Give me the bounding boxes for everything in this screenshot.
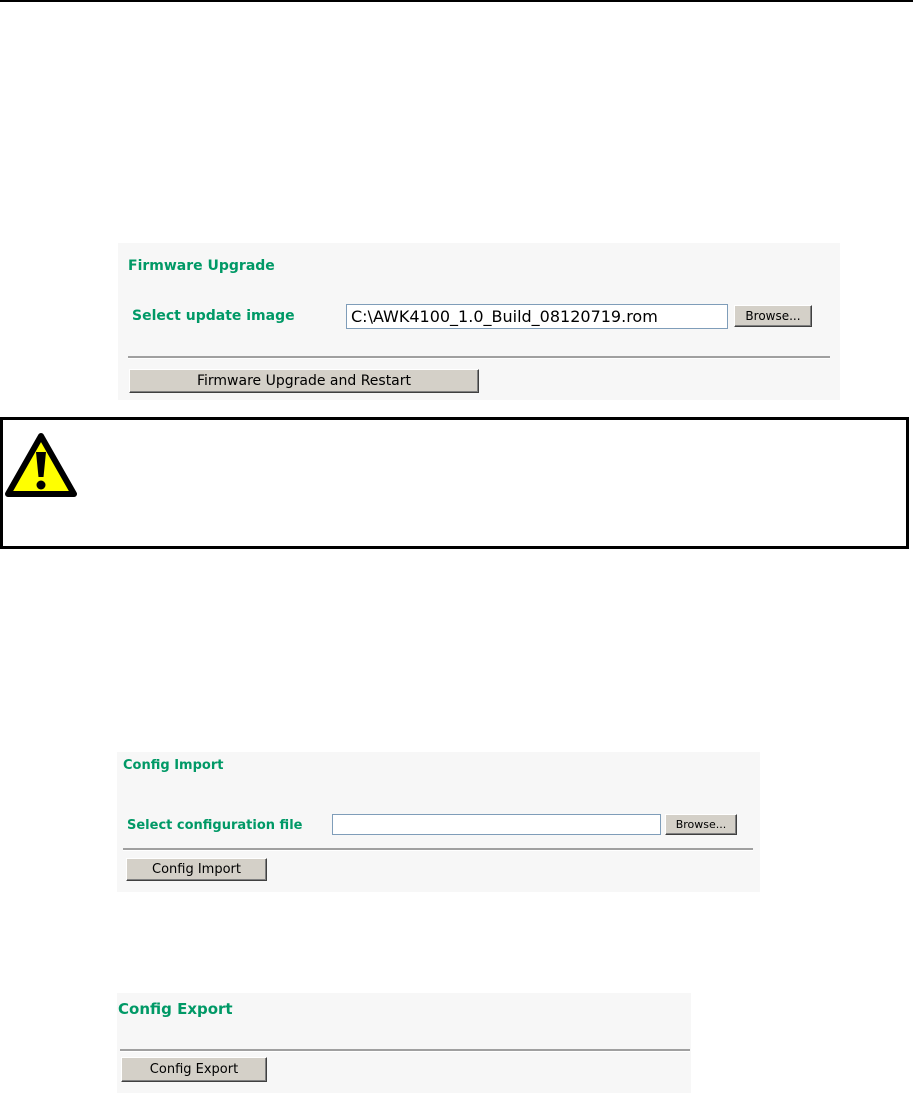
config-export-button[interactable]: Config Export: [121, 1057, 267, 1082]
config-import-panel: [117, 752, 760, 892]
browse-configuration-file-button[interactable]: Browse...: [665, 814, 737, 835]
config-import-button[interactable]: Config Import: [126, 858, 267, 881]
select-configuration-file-label: Select configuration file: [127, 818, 303, 833]
update-image-file-input[interactable]: C:\AWK4100_1.0_Build_08120719.rom: [346, 304, 728, 329]
firmware-upgrade-restart-button[interactable]: Firmware Upgrade and Restart: [129, 369, 479, 393]
browse-update-image-button[interactable]: Browse...: [734, 305, 812, 327]
select-update-image-label: Select update image: [132, 308, 295, 324]
config-export-panel: [117, 993, 691, 1093]
firmware-upgrade-panel: [118, 243, 840, 400]
config-export-title: Config Export: [118, 1000, 233, 1018]
config-import-divider: [123, 848, 753, 851]
page-top-rule: [0, 0, 913, 2]
config-export-divider: [120, 1049, 690, 1052]
firmware-upgrade-title: Firmware Upgrade: [128, 258, 275, 274]
firmware-upgrade-divider: [128, 356, 830, 359]
warning-triangle-icon: [5, 432, 77, 498]
configuration-file-input[interactable]: [332, 814, 661, 835]
config-import-title: Config Import: [123, 758, 224, 773]
caution-box: [0, 417, 909, 549]
